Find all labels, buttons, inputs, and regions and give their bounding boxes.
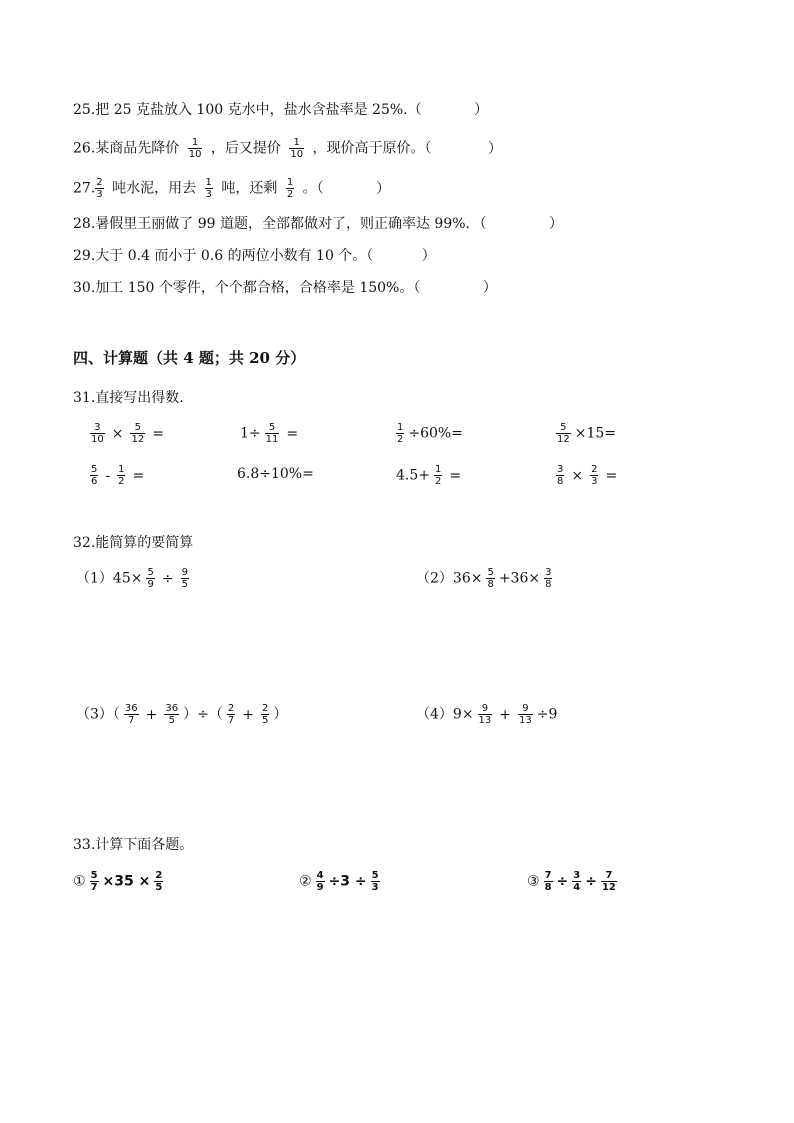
oral-calc-item: [396, 464, 464, 487]
plus-sign: +: [242, 706, 254, 723]
fraction: $\frac{3}{8}$: [557, 464, 564, 487]
oral-calc-item: [392, 422, 463, 445]
expression-text: +36×: [498, 570, 541, 587]
equals-sign: =: [286, 425, 299, 442]
times-sign: ×: [111, 425, 124, 442]
times-sign: ×: [571, 467, 584, 484]
oral-calc-item: [86, 464, 147, 487]
calc-item-2: [299, 870, 384, 893]
question-29-text: 29.大于 0.4 而小于 0.6 的两位小数有 10 个。（: [73, 248, 374, 264]
question-26: [73, 137, 502, 160]
fraction: $\frac{5}{6}$: [91, 464, 98, 487]
fraction: $\frac{3}{8}$: [545, 567, 552, 590]
answer-bracket-close: ）: [549, 216, 563, 232]
divide-sign: ÷: [161, 570, 174, 587]
section-heading: 四、计算题（共 4 题；共 20 分）: [73, 349, 306, 367]
question-30: [73, 278, 497, 298]
oral-calc-item: [240, 422, 301, 445]
question-27-number: 27.: [73, 180, 96, 197]
calc-item-1: [73, 870, 167, 893]
equals-sign: =: [132, 467, 145, 484]
fraction: $\frac{36}{7}$: [124, 703, 138, 726]
fraction: $\frac{3}{4}$: [573, 870, 581, 893]
answer-bracket-close: ）: [488, 140, 502, 157]
fraction: $\frac{1}{2}$: [397, 422, 404, 445]
expression-text: ）: [273, 706, 288, 723]
plus-sign: +: [499, 706, 512, 723]
fraction: $\frac{5}{12}$: [557, 422, 570, 445]
expression-text: 1÷: [240, 425, 261, 442]
divide-sign: ÷: [585, 873, 597, 890]
expression-text: （3）（: [76, 706, 120, 723]
equals-sign: =: [605, 467, 618, 484]
circled-number: ③: [527, 873, 540, 890]
expression-text: 4.5+: [396, 467, 430, 484]
expression-text: ÷9: [536, 706, 558, 723]
answer-bracket-close: ）: [421, 248, 436, 264]
equals-sign: =: [449, 467, 462, 484]
fraction: $\frac{2}{7}$: [227, 703, 235, 726]
question-27: [73, 177, 390, 200]
question-29: [73, 246, 436, 266]
question-28: [73, 214, 563, 234]
simplify-item-3: [76, 703, 287, 726]
fraction: $\frac{9}{13}$: [478, 703, 492, 726]
fraction: $\frac{1}{2}$: [286, 177, 294, 200]
answer-bracket-close: ）: [482, 280, 497, 296]
expression-text: （1）45×: [76, 570, 143, 587]
oral-calc-item: [86, 422, 167, 445]
simplify-item-4: [416, 703, 557, 726]
question-25: [73, 100, 488, 120]
question-27-text: 吨，还剩: [221, 180, 278, 197]
fraction: $\frac{5}{9}$: [147, 567, 154, 590]
circled-number: ②: [299, 873, 312, 890]
plus-sign: +: [145, 706, 158, 723]
fraction: $\frac{9}{13}$: [519, 703, 532, 726]
fraction: $\frac{1}{2}$: [118, 464, 125, 487]
fraction: $\frac{3}{10}$: [91, 422, 104, 445]
expression-text: ÷60%=: [408, 425, 463, 442]
fraction: $\frac{7}{8}$: [544, 870, 552, 893]
fraction: $\frac{5}{3}$: [371, 870, 379, 893]
question-30-text: 30.加工 150 个零件，个个都合格，合格率是 150%。（: [73, 280, 421, 296]
question-33-title: 33.计算下面各题。: [73, 837, 194, 853]
oral-calc-item: [552, 422, 616, 445]
fraction: $\frac{5}{11}$: [265, 422, 279, 445]
fraction: $\frac{5}{7}$: [90, 870, 98, 893]
fraction: $\frac{9}{5}$: [181, 567, 188, 590]
calc-item-3: [527, 870, 621, 893]
question-32-title: 32.能简算的要简算: [73, 535, 194, 551]
fraction: $\frac{5}{12}$: [131, 422, 145, 445]
fraction: $\frac{1}{10}$: [290, 137, 304, 160]
fraction: $\frac{2}{3}$: [96, 177, 103, 200]
fraction: $\frac{2}{5}$: [155, 870, 163, 893]
divide-sign: ÷: [556, 873, 569, 890]
question-28-text: 28.暑假里王丽做了 99 道题，全部都做对了，则正确率达 99%．（: [73, 216, 487, 232]
equals-sign: =: [152, 425, 164, 442]
fraction: $\frac{1}{3}$: [205, 177, 212, 200]
question-31-title: 31.直接写出得数.: [73, 390, 184, 406]
question-26-text: 26.某商品先降价: [73, 140, 180, 157]
expression-text: 6.8÷10%=: [237, 466, 314, 482]
expression-text: ×15=: [574, 425, 617, 442]
fraction: $\frac{1}{2}$: [435, 464, 442, 487]
question-27-text: 吨水泥，用去: [112, 180, 197, 197]
oral-calc-item: [237, 466, 314, 482]
expression-text: （4）9×: [416, 706, 474, 723]
simplify-item-1: [76, 567, 193, 590]
expression-text: ÷3 ÷: [328, 873, 367, 890]
question-25-text: 25.把 25 克盐放入 100 克水中，盐水含盐率是 25%.（: [73, 102, 422, 118]
question-26-text: ，后又提价: [210, 140, 281, 157]
fraction: $\frac{7}{12}$: [601, 870, 616, 893]
question-27-text: 。（: [302, 180, 324, 197]
fraction: $\frac{5}{8}$: [487, 567, 494, 590]
answer-bracket-close: ）: [474, 102, 489, 118]
expression-text: ×35 ×: [102, 873, 151, 890]
minus-sign: -: [105, 467, 111, 484]
fraction: $\frac{1}{10}$: [188, 137, 202, 160]
expression-text: （2）36×: [416, 570, 483, 587]
fraction: $\frac{36}{5}$: [165, 703, 179, 726]
oral-calc-item: [552, 464, 620, 487]
expression-text: ）÷（: [183, 706, 223, 723]
circled-number: ①: [73, 873, 86, 890]
fraction: $\frac{4}{9}$: [316, 870, 324, 893]
fraction: $\frac{2}{3}$: [591, 464, 598, 487]
simplify-item-2: [416, 567, 556, 590]
fraction: $\frac{2}{5}$: [261, 703, 269, 726]
answer-bracket-close: ）: [376, 180, 391, 197]
question-26-text: ，现价高于原价。（: [312, 140, 432, 157]
